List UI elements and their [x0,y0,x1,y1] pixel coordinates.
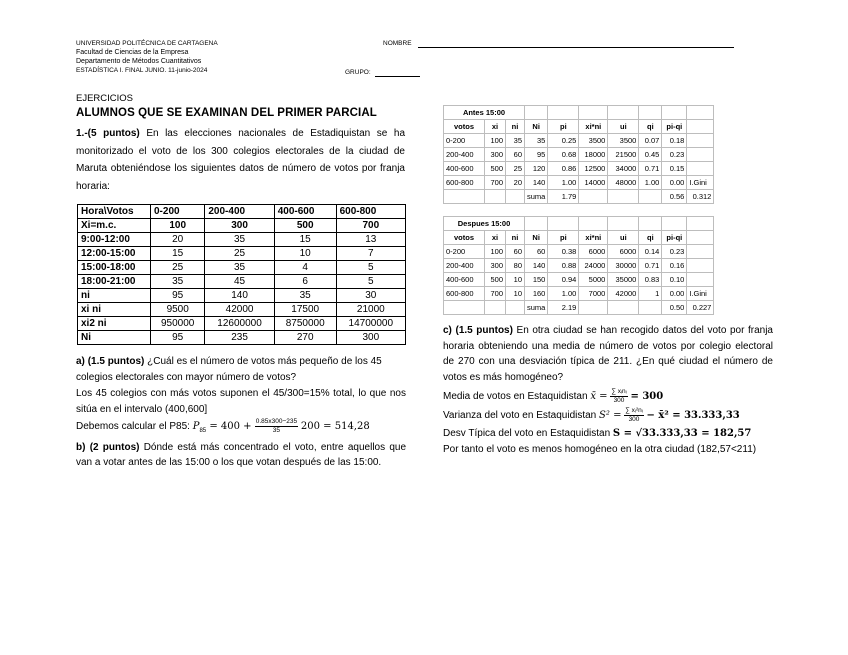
conclusion: Por tanto el voto es menos homogéneo en la otra ciudad (182,57<211) [443,443,757,455]
table-row [78,233,406,247]
header-cell: pi [548,231,579,245]
cell: 0.25 [548,134,579,148]
part-a [76,354,406,471]
row-label: Xi=m.c. [78,219,151,233]
cell: 500 [485,273,506,287]
part-a-answer2-prefix: Debemos calcular el P85: [76,421,190,433]
header-cell: ui [608,120,639,134]
cell: 5 [336,261,405,275]
cell: 60 [525,245,548,259]
cell: 400-600 [444,162,485,176]
cell: 3500 [608,134,639,148]
cell: 35 [506,134,525,148]
header-cell: ni [506,231,525,245]
part-b-question: Dónde está más concentrado el voto, entre aquellos que van a votar antes de las 15:00 o los que votan después de las 15:00. [76,441,407,469]
faculty-name: Facultad de Ciencias de la Empresa [76,49,189,56]
cell: 300 [336,331,405,345]
mean-label: Media de votos en Estaquidistan [443,391,588,403]
header-cell: xi [485,231,506,245]
cell: 5000 [579,273,608,287]
cell: 1.00 [639,176,662,190]
percentile-symbol: P [192,421,200,433]
cell: 200-400 [444,148,485,162]
part-c-question [443,323,773,385]
section-heading: EJERCICIOS [76,93,134,104]
cell: 1 [639,287,662,301]
cell: 0.00 [662,287,687,301]
part-a-label: a) [76,356,85,367]
mean-line [443,388,773,405]
cell: 100 [485,134,506,148]
header-cell: 600-800 [336,205,405,219]
department-name: Departamento de Métodos Cuantitativos [76,58,202,65]
mean-fraction [610,388,627,405]
cell: 100 [151,219,205,233]
header-cell: votos [444,231,485,245]
variance-fraction [624,407,644,424]
cell: 25 [205,247,274,261]
part-c-label: c) [443,325,452,336]
cell: 34000 [608,162,639,176]
cell: 21500 [608,148,639,162]
row-label: xi2 ni [78,317,151,331]
cell: 0.07 [639,134,662,148]
cell: 0-200 [444,134,485,148]
part-c-question-text: En otra ciudad se han recogido datos del voto por franja horaria obteniendo una media de número de votos por colegio electoral de 270 con una desviación típica de 211. ¿En qué ciudad el número de votos es más homogéneo? [443,325,773,383]
cell: 500 [485,162,506,176]
sum-value: 1.79 [548,190,579,204]
cell [687,245,714,259]
cell: 35000 [608,273,639,287]
gini-label: I.Gini [687,176,714,190]
cell: 235 [205,331,274,345]
cell: 6000 [579,245,608,259]
cell: 42000 [205,303,274,317]
cell: 95 [151,331,205,345]
cell: 0.38 [548,245,579,259]
cell: 950000 [151,317,205,331]
cell: 10 [506,287,525,301]
row-label: 18:00-21:00 [78,275,151,289]
gini-value: 0.312 [687,190,714,204]
cell: 0.68 [548,148,579,162]
table-header-row [78,205,406,219]
part-a-question [76,354,406,385]
cell: 15 [274,233,336,247]
table-header-row [444,120,714,134]
part-a-answer1: Los 45 colegios con más votos suponen el 45/300=15% total, lo que nos sitúa en el intervalo (400,600] [76,388,406,415]
cell: 3500 [579,134,608,148]
header-block [76,39,218,75]
table-after-15 [443,216,714,315]
cell: 14000 [579,176,608,190]
table-row [78,317,406,331]
cell: 15 [151,247,205,261]
table-before-15 [443,105,714,204]
table-row [78,247,406,261]
sd-line [443,426,773,442]
table-row [78,219,406,233]
cell: 95 [525,148,548,162]
cell: 0.23 [662,245,687,259]
cell: 25 [151,261,205,275]
cell: 0.10 [662,273,687,287]
row-label: ni [78,289,151,303]
cell: 5 [336,275,405,289]
problem-statement [76,125,405,195]
sd-formula: S = √33.333,33 = 182,57 [612,428,752,439]
cell: 6000 [608,245,639,259]
cell: 8750000 [274,317,336,331]
cell: 700 [336,219,405,233]
sum-piqi: 0.56 [662,190,687,204]
group-label: GRUPO: [345,69,371,76]
table-row [444,148,714,162]
university-name: UNIVERSIDAD POLITÉCNICA DE CARTAGENA [76,40,218,47]
table-row [78,303,406,317]
formula-fraction [255,418,298,435]
formula-mid: = 400 + [206,421,255,433]
cell: 150 [525,273,548,287]
cell: 7 [336,247,405,261]
part-c-points: (1.5 puntos) [455,325,513,336]
header-cell: Ni [525,120,548,134]
problem-number: 1.- [76,128,88,139]
table-row [78,261,406,275]
cell: 80 [506,259,525,273]
cell: 400-600 [444,273,485,287]
header-cell: xi*ni [579,231,608,245]
part-b [76,440,406,471]
cell: 0.86 [548,162,579,176]
table-sum-row [444,301,714,315]
cell: 35 [151,275,205,289]
header-cell: xi [485,120,506,134]
header-cell: qi [639,120,662,134]
cell: 10 [506,273,525,287]
cell: 9500 [151,303,205,317]
cell: 0.16 [662,259,687,273]
cell: 0.83 [639,273,662,287]
sum-piqi: 0.50 [662,301,687,315]
cell: 30000 [608,259,639,273]
cell: 300 [205,219,274,233]
cell: 0.00 [662,176,687,190]
cell: 0.18 [662,134,687,148]
cell: 140 [205,289,274,303]
table-caption-row [444,106,714,120]
cell: 42000 [608,287,639,301]
header-cell: Hora\Votos [78,205,151,219]
cell: 35 [274,289,336,303]
cell: 600-800 [444,176,485,190]
cell [687,273,714,287]
cell: 0.15 [662,162,687,176]
mean-result: = 300 [630,391,664,403]
cell: 120 [525,162,548,176]
problem-text: En las elecciones nacionales de Estadiquistan se ha monitorizado el voto de los 300 colegios electorales de la ciudad de Maruta obteniéndose los siguientes datos de número de votos por franja horaria: [76,128,406,192]
gini-label: I.Gini [687,287,714,301]
cell: 45 [205,275,274,289]
row-label: Ni [78,331,151,345]
cell: 160 [525,287,548,301]
header-cell [687,120,714,134]
formula-result: 200 = 514,28 [300,421,370,433]
sum-label: suma [525,301,548,315]
cell: 35 [205,233,274,247]
variance-line [443,407,773,424]
table-row [78,331,406,345]
cell: 25 [506,162,525,176]
cell: 35 [525,134,548,148]
header-cell: 400-600 [274,205,336,219]
part-c [443,323,773,457]
cell: 13 [336,233,405,247]
cell: 12500 [579,162,608,176]
cell: 1.00 [548,287,579,301]
part-a-points: (1.5 puntos) [87,356,145,367]
table-sum-row [444,190,714,204]
cell: 300 [485,259,506,273]
fraction-denominator: 35 [272,427,281,434]
row-label: 12:00-15:00 [78,247,151,261]
table-caption-row [444,217,714,231]
table-caption: Antes 15:00 [444,106,525,120]
cell [687,162,714,176]
cell: 0.45 [639,148,662,162]
table-header-row [444,231,714,245]
exam-title: ALUMNOS QUE SE EXAMINAN DEL PRIMER PARCIAL [76,107,377,119]
header-cell: 200-400 [205,205,274,219]
cell: 95 [151,289,205,303]
mean-denominator: 300 [613,397,625,404]
name-field[interactable] [418,47,734,48]
cell: 0.71 [639,162,662,176]
cell: 140 [525,176,548,190]
header-cell: pi-qi [662,231,687,245]
header-cell [687,231,714,245]
cell [687,259,714,273]
cell: 10 [274,247,336,261]
cell: 20 [506,176,525,190]
table-row [444,162,714,176]
cell: 4 [274,261,336,275]
cell: 12600000 [205,317,274,331]
variance-numerator: ∑ xᵢ²nᵢ [625,407,643,414]
variance-denominator: 300 [628,416,640,423]
part-a-formula-line [76,418,406,440]
cell: 1.00 [548,176,579,190]
cell: 6 [274,275,336,289]
table-row [78,275,406,289]
header-cell: ui [608,231,639,245]
header-cell: qi [639,231,662,245]
cell: 100 [485,245,506,259]
header-cell: votos [444,120,485,134]
table-row [444,273,714,287]
variance-lhs: S² = [599,410,622,422]
table-row [444,259,714,273]
variance-result: − x̄² = 33.333,33 [646,410,740,422]
table-row [444,134,714,148]
problem-points: (5 puntos) [87,128,140,139]
cell: 300 [485,148,506,162]
cell: 270 [274,331,336,345]
part-b-label: b) [76,441,86,453]
gini-value: 0.227 [687,301,714,315]
sd-label: Desv Típica del voto en Estaquidistan [443,428,611,439]
cell: 60 [506,148,525,162]
header-cell: Ni [525,231,548,245]
cell: 0.88 [548,259,579,273]
sum-value: 2.19 [548,301,579,315]
header-cell: ni [506,120,525,134]
cell: 21000 [336,303,405,317]
cell: 7000 [579,287,608,301]
cell: 48000 [608,176,639,190]
cell: 700 [485,176,506,190]
cell: 17500 [274,303,336,317]
cell: 0.14 [639,245,662,259]
cell: 14700000 [336,317,405,331]
name-label: NOMBRE [383,40,412,47]
cell: 0.71 [639,259,662,273]
cell: 0.94 [548,273,579,287]
table-row [444,245,714,259]
sum-label: suma [525,190,548,204]
cell [687,134,714,148]
table-row [78,289,406,303]
header-cell: pi [548,120,579,134]
mean-numerator: ∑ xᵢnᵢ [611,388,627,395]
percentile-subscript: 85 [199,428,207,435]
table-row [444,176,714,190]
table-caption: Despues 15:00 [444,217,525,231]
cell: 200-400 [444,259,485,273]
cell: 35 [205,261,274,275]
part-b-points: (2 puntos) [89,441,140,453]
header-cell: pi-qi [662,120,687,134]
cell: 0-200 [444,245,485,259]
header-cell: 0-200 [151,205,205,219]
part-a-question-text: ¿Cuál es el número de votos más pequeño de los 45 colegios electorales con mayor número de votos? [76,356,382,383]
row-label: xi ni [78,303,151,317]
table-row [444,287,714,301]
cell: 20 [151,233,205,247]
cell: 700 [485,287,506,301]
fraction-numerator: 0.85x300−235 [255,418,298,425]
exam-info: ESTADÍSTICA I. FINAL JUNIO. 11-junio-2024 [76,67,208,74]
cell: 0.23 [662,148,687,162]
frequency-table [77,204,406,345]
cell: 60 [506,245,525,259]
cell [687,148,714,162]
cell: 30 [336,289,405,303]
row-label: 15:00-18:00 [78,261,151,275]
cell: 18000 [579,148,608,162]
row-label: 9:00-12:00 [78,233,151,247]
cell: 140 [525,259,548,273]
cell: 600-800 [444,287,485,301]
header-cell: xi*ni [579,120,608,134]
cell: 500 [274,219,336,233]
variance-label: Varianza del voto en Estaquidistan [443,410,597,422]
mean-lhs: x̄ = [590,391,608,403]
cell: 24000 [579,259,608,273]
group-field[interactable] [375,76,420,77]
